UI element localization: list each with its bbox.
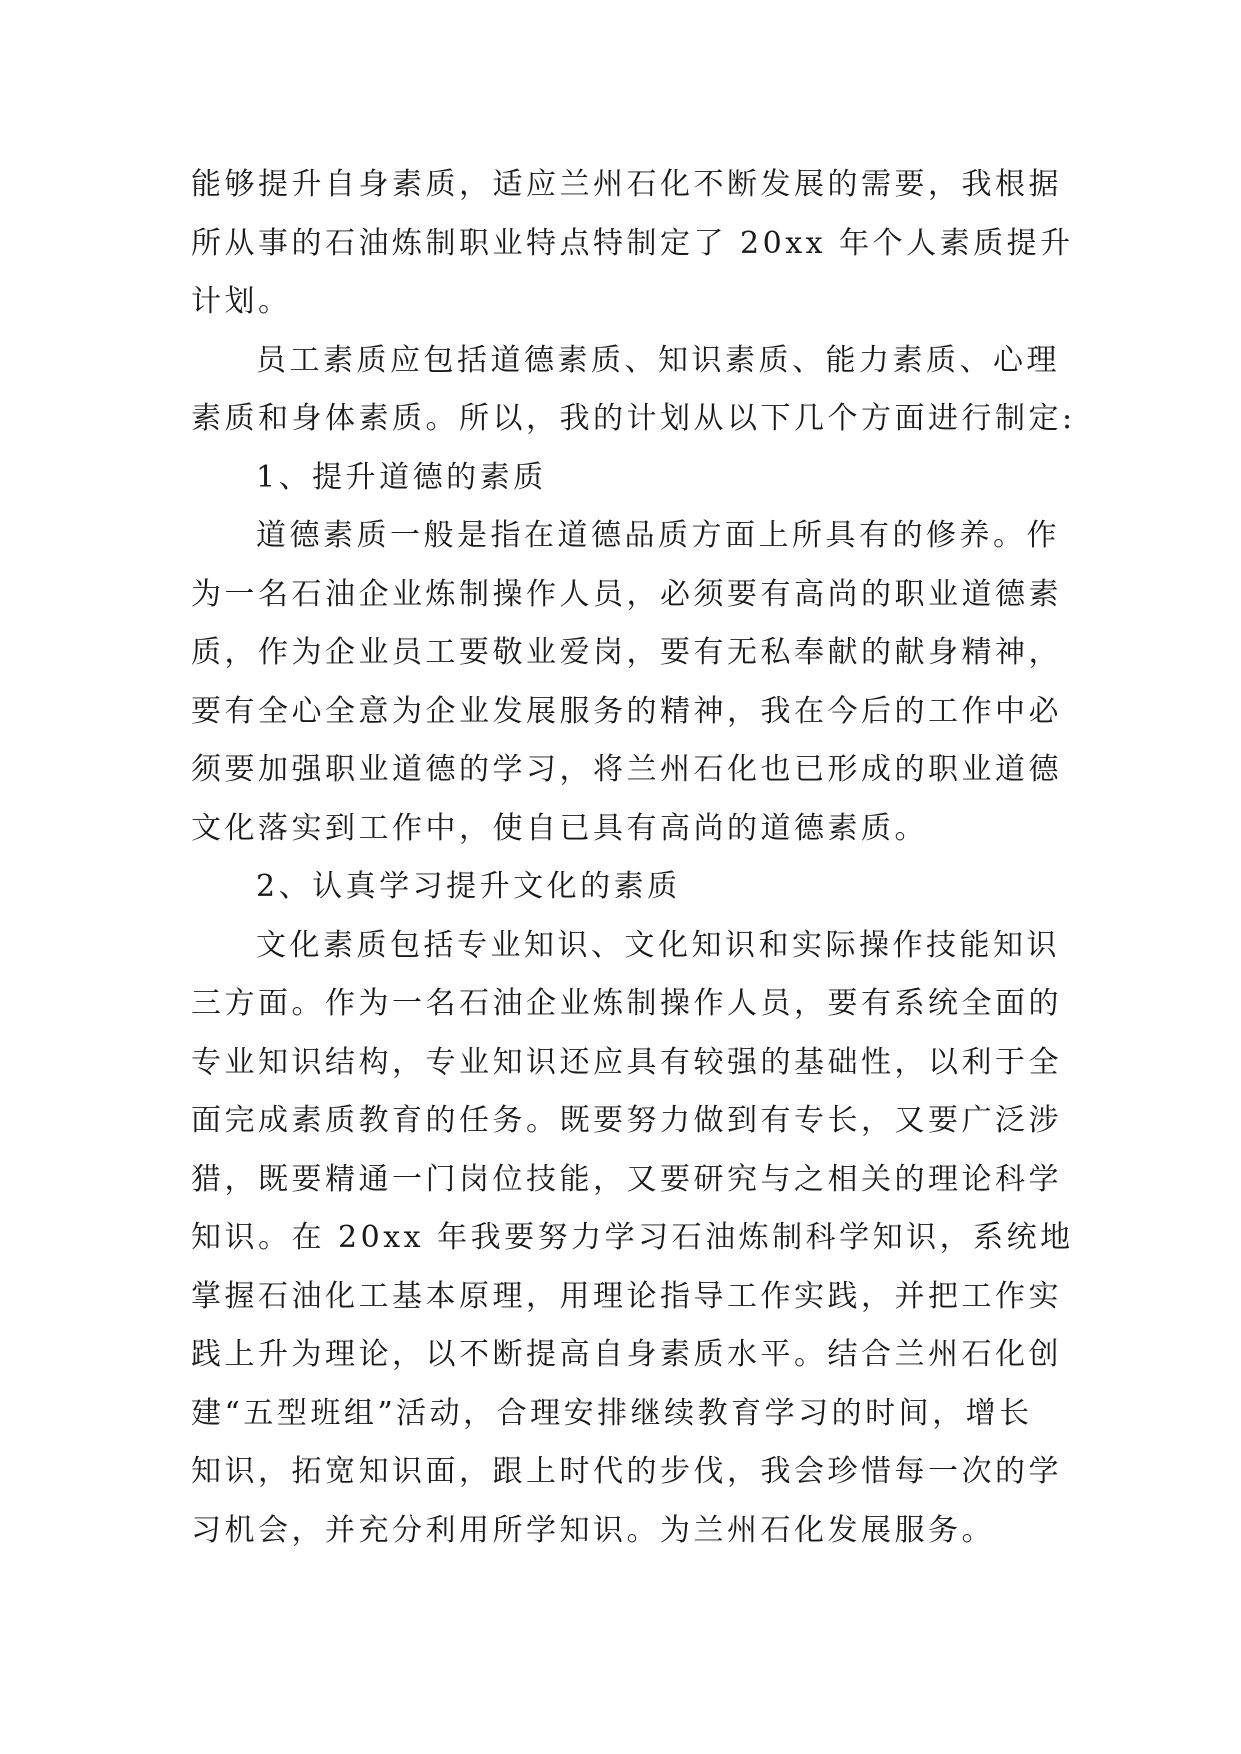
text-line: 能够提升自身素质，适应兰州石化不断发展的需要，我根据 xyxy=(191,167,1062,202)
text-line: 为一名石油企业炼制操作人员，必须要有高尚的职业道德素 xyxy=(191,576,1062,612)
text-line: 掌握石油化工基本原理，用理论指导工作实践，并把工作实 xyxy=(191,1278,1062,1314)
text-line: 践上升为理论，以不断提高自身素质水平。结合兰州石化创 xyxy=(191,1337,1062,1372)
text-line: 习机会，并充分利用所学知识。为兰州石化发展服务。 xyxy=(191,1512,995,1548)
text-line: 素质和身体素质。所以，我的计划从以下几个方面进行制定: xyxy=(191,401,1076,436)
text-line: 须要加强职业道德的学习，将兰州石化也已形成的职业道德 xyxy=(191,752,1062,787)
section-heading: 1、提升道德的素质 xyxy=(256,459,547,495)
text-line: 建“五型班组”活动，合理安排继续教育学习的时间，增长 xyxy=(191,1395,1033,1431)
text-line: 文化落实到工作中，使自已具有高尚的道德素质。 xyxy=(191,810,928,846)
paragraph-start-line: 员工素质应包括道德素质、知识素质、能力素质、心理 xyxy=(256,342,1060,378)
text-line: 猎，既要精通一门岗位技能，又要研究与之相关的理论科学 xyxy=(191,1161,1062,1197)
text-line: 面完成素质教育的任务。既要努力做到有专长，又要广泛涉 xyxy=(191,1103,1062,1138)
text-line: 所从事的石油炼制职业特点特制定了 20xx 年个人素质提升 xyxy=(191,225,1074,261)
text-line: 计划。 xyxy=(191,284,292,319)
paragraph-start-line: 道德素质一般是指在道德品质方面上所具有的修养。作 xyxy=(256,518,1060,553)
text-line: 专业知识结构，专业知识还应具有较强的基础性，以利于全 xyxy=(191,1044,1062,1080)
document-body xyxy=(191,156,1076,1560)
text-line: 三方面。作为一名石油企业炼制操作人员，要有系统全面的 xyxy=(191,986,1062,1021)
text-line: 要有全心全意为企业发展服务的精神，我在今后的工作中必 xyxy=(191,693,1062,729)
section-heading: 2、认真学习提升文化的素质 xyxy=(256,869,681,904)
text-line: 知识，拓宽知识面，跟上时代的步伐，我会珍惜每一次的学 xyxy=(191,1454,1062,1489)
text-line: 质，作为企业员工要敬业爱岗，要有无私奉献的献身精神， xyxy=(191,635,1062,670)
paragraph-start-line: 文化素质包括专业知识、文化知识和实际操作技能知识 xyxy=(256,927,1060,963)
text-line: 知识。在 20xx 年我要努力学习石油炼制科学知识，系统地 xyxy=(191,1220,1074,1255)
